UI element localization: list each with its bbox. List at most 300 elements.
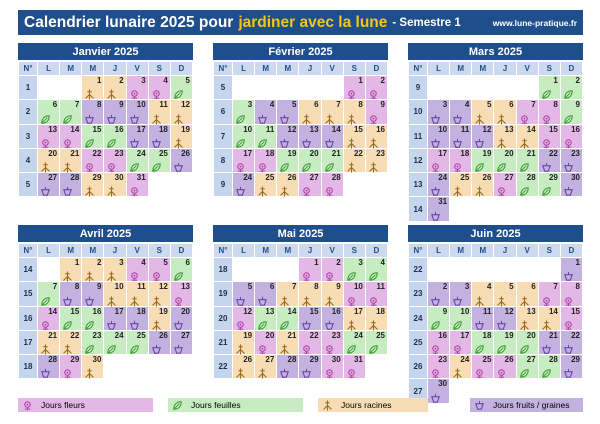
- day-cell-racines[interactable]: [494, 124, 516, 148]
- day-cell-racines[interactable]: [472, 173, 494, 197]
- day-cell-racines[interactable]: [343, 148, 365, 172]
- day-cell-feuilles[interactable]: [126, 148, 148, 172]
- week-number: 20: [214, 306, 233, 330]
- week-row: [409, 306, 583, 330]
- day-cell-fleurs[interactable]: [255, 330, 277, 354]
- fruit-icon: [62, 184, 73, 195]
- day-cell-racines[interactable]: [450, 173, 472, 197]
- day-number: 31: [353, 355, 363, 365]
- day-number: 28: [287, 355, 297, 365]
- weekday-header: M: [450, 244, 472, 258]
- flower-icon: [301, 184, 312, 195]
- day-cell-fruits[interactable]: [428, 124, 450, 148]
- day-cell-racines[interactable]: [365, 148, 387, 172]
- day-cell-fleurs[interactable]: [343, 355, 365, 379]
- day-number: 27: [48, 173, 58, 183]
- day-cell-feuilles[interactable]: [494, 148, 516, 172]
- month-avril: [18, 225, 193, 379]
- day-cell-fruits[interactable]: [472, 124, 494, 148]
- day-cell-feuilles[interactable]: [277, 306, 299, 330]
- day-number: 31: [136, 173, 146, 183]
- day-cell-fleurs[interactable]: [148, 258, 170, 282]
- day-cell-racines[interactable]: [255, 355, 277, 379]
- root-icon: [452, 184, 463, 195]
- day-cell-racines[interactable]: [472, 100, 494, 124]
- day-cell-fleurs[interactable]: [343, 282, 365, 306]
- day-cell-fleurs[interactable]: [365, 76, 387, 100]
- day-cell-feuilles[interactable]: [343, 330, 365, 354]
- day-number: 14: [287, 306, 297, 316]
- day-cell-racines[interactable]: [343, 100, 365, 124]
- day-cell-fruits[interactable]: [560, 258, 582, 282]
- day-cell-fleurs[interactable]: [538, 124, 560, 148]
- day-cell-feuilles[interactable]: [170, 258, 192, 282]
- flower-icon: [62, 136, 73, 147]
- empty-day-cell: [428, 76, 450, 100]
- root-icon: [106, 87, 117, 98]
- day-cell-fleurs[interactable]: [450, 330, 472, 354]
- day-cell-fleurs[interactable]: [233, 148, 255, 172]
- day-cell-fruits[interactable]: [148, 124, 170, 148]
- day-number: 20: [309, 148, 319, 158]
- day-cell-fleurs[interactable]: [126, 76, 148, 100]
- day-cell-fleurs[interactable]: [299, 330, 321, 354]
- month-grid: [213, 243, 388, 379]
- weekday-header: M: [60, 244, 82, 258]
- day-cell-fleurs[interactable]: [428, 148, 450, 172]
- day-cell-fleurs[interactable]: [233, 306, 255, 330]
- day-cell-racines[interactable]: [494, 100, 516, 124]
- day-number: 11: [460, 124, 470, 134]
- day-number: 13: [181, 282, 190, 292]
- day-cell-feuilles[interactable]: [538, 173, 560, 197]
- flower-icon: [151, 269, 162, 280]
- day-cell-racines[interactable]: [60, 148, 82, 172]
- day-cell-fruits[interactable]: [538, 148, 560, 172]
- day-cell-fruits[interactable]: [299, 124, 321, 148]
- day-cell-racines[interactable]: [277, 330, 299, 354]
- day-number: 29: [548, 173, 558, 183]
- day-number: 18: [482, 330, 492, 340]
- day-cell-racines[interactable]: [343, 306, 365, 330]
- day-cell-fleurs[interactable]: [255, 148, 277, 172]
- day-number: 26: [287, 173, 297, 183]
- legend: [18, 398, 583, 412]
- root-icon: [84, 87, 95, 98]
- day-cell-feuilles[interactable]: [472, 148, 494, 172]
- day-number: 16: [92, 306, 102, 316]
- empty-day-cell: [472, 197, 494, 221]
- leaf-icon: [474, 342, 485, 353]
- day-cell-racines[interactable]: [104, 76, 126, 100]
- leaf-icon: [129, 342, 140, 353]
- day-number: 9: [119, 100, 124, 110]
- root-icon: [322, 400, 337, 411]
- day-cell-fleurs[interactable]: [148, 76, 170, 100]
- day-number: 9: [575, 100, 580, 110]
- day-number: 2: [336, 258, 341, 267]
- leaf-icon: [519, 366, 530, 377]
- day-cell-feuilles[interactable]: [494, 330, 516, 354]
- day-cell-fleurs[interactable]: [82, 148, 104, 172]
- day-number: 11: [376, 282, 385, 292]
- day-cell-fruits[interactable]: [428, 173, 450, 197]
- day-cell-fruits[interactable]: [126, 306, 148, 330]
- day-number: 31: [438, 197, 448, 207]
- week-row: [19, 100, 193, 124]
- month-grid: [408, 243, 583, 404]
- day-cell-racines[interactable]: [82, 355, 104, 379]
- day-cell-racines[interactable]: [104, 258, 126, 282]
- day-cell-fruits[interactable]: [126, 124, 148, 148]
- day-cell-racines[interactable]: [82, 258, 104, 282]
- root-icon: [106, 294, 117, 305]
- day-cell-feuilles[interactable]: [104, 124, 126, 148]
- day-cell-fleurs[interactable]: [170, 282, 192, 306]
- day-cell-feuilles[interactable]: [516, 355, 538, 379]
- day-cell-feuilles[interactable]: [126, 330, 148, 354]
- day-cell-fruits[interactable]: [277, 100, 299, 124]
- week-row: [214, 355, 388, 379]
- flower-icon: [257, 342, 268, 353]
- empty-day-cell: [472, 76, 494, 100]
- day-cell-feuilles[interactable]: [560, 76, 582, 100]
- month-title: Mai 2025: [213, 225, 388, 243]
- day-number: 5: [291, 100, 297, 110]
- empty-day-cell: [516, 76, 538, 100]
- week-row: [214, 306, 388, 330]
- day-cell-racines[interactable]: [321, 100, 343, 124]
- day-cell-racines[interactable]: [170, 100, 192, 124]
- day-cell-racines[interactable]: [38, 330, 60, 354]
- day-cell-fruits[interactable]: [428, 282, 450, 306]
- day-cell-fruits[interactable]: [560, 148, 582, 172]
- day-cell-fruits[interactable]: [38, 173, 60, 197]
- day-cell-racines[interactable]: [516, 282, 538, 306]
- day-cell-fleurs[interactable]: [38, 306, 60, 330]
- fruit-icon: [430, 112, 441, 123]
- day-cell-racines[interactable]: [82, 76, 104, 100]
- day-cell-fleurs[interactable]: [60, 355, 82, 379]
- day-cell-fruits[interactable]: [450, 282, 472, 306]
- day-cell-fruits[interactable]: [494, 306, 516, 330]
- day-cell-fruits[interactable]: [82, 282, 104, 306]
- day-cell-fleurs[interactable]: [538, 282, 560, 306]
- day-cell-racines[interactable]: [233, 355, 255, 379]
- day-cell-fruits[interactable]: [126, 100, 148, 124]
- day-cell-feuilles[interactable]: [233, 124, 255, 148]
- day-cell-fruits[interactable]: [60, 282, 82, 306]
- empty-day-cell: [60, 76, 82, 100]
- fruit-icon: [474, 136, 485, 147]
- legend-racines: [318, 398, 428, 412]
- day-cell-racines[interactable]: [538, 306, 560, 330]
- day-cell-fleurs[interactable]: [126, 173, 148, 197]
- day-cell-fleurs[interactable]: [428, 330, 450, 354]
- day-cell-fleurs[interactable]: [104, 148, 126, 172]
- empty-day-cell: [472, 258, 494, 282]
- month-janvier: [18, 43, 193, 197]
- day-number: 19: [287, 148, 297, 158]
- day-cell-feuilles[interactable]: [538, 76, 560, 100]
- day-cell-feuilles[interactable]: [299, 148, 321, 172]
- day-cell-fruits[interactable]: [38, 355, 60, 379]
- day-cell-fleurs[interactable]: [365, 282, 387, 306]
- day-cell-feuilles[interactable]: [170, 76, 192, 100]
- site-url[interactable]: www.lune-pratique.fr: [492, 17, 577, 28]
- empty-day-cell: [538, 258, 560, 282]
- day-cell-fleurs[interactable]: [321, 173, 343, 197]
- flower-icon: [129, 87, 140, 98]
- day-cell-fruits[interactable]: [104, 306, 126, 330]
- day-cell-racines[interactable]: [82, 173, 104, 197]
- day-cell-racines[interactable]: [148, 282, 170, 306]
- day-number: 14: [548, 306, 558, 316]
- day-cell-racines[interactable]: [516, 306, 538, 330]
- day-cell-feuilles[interactable]: [560, 100, 582, 124]
- day-cell-feuilles[interactable]: [60, 306, 82, 330]
- day-cell-racines[interactable]: [104, 173, 126, 197]
- root-icon: [301, 294, 312, 305]
- day-number: 22: [70, 330, 80, 340]
- day-cell-fleurs[interactable]: [560, 124, 582, 148]
- week-number: 18: [214, 258, 233, 282]
- day-cell-fleurs[interactable]: [321, 258, 343, 282]
- day-number: 21: [287, 330, 297, 340]
- month-title: Février 2025: [213, 43, 388, 61]
- day-cell-fruits[interactable]: [450, 100, 472, 124]
- weekday-header: M: [82, 62, 104, 76]
- flower-icon: [452, 160, 463, 171]
- fruit-icon: [563, 184, 574, 195]
- day-cell-racines[interactable]: [343, 124, 365, 148]
- day-cell-racines[interactable]: [126, 282, 148, 306]
- day-cell-racines[interactable]: [277, 282, 299, 306]
- empty-day-cell: [560, 197, 582, 221]
- day-cell-fleurs[interactable]: [494, 355, 516, 379]
- day-cell-fruits[interactable]: [170, 148, 192, 172]
- day-cell-feuilles[interactable]: [538, 355, 560, 379]
- day-cell-fleurs[interactable]: [365, 100, 387, 124]
- week-number: 17: [19, 330, 38, 354]
- title-bar: [18, 10, 583, 35]
- day-cell-fruits[interactable]: [560, 330, 582, 354]
- day-number: 23: [331, 330, 341, 340]
- fruit-icon: [279, 366, 290, 377]
- day-cell-fleurs[interactable]: [38, 124, 60, 148]
- day-cell-racines[interactable]: [450, 355, 472, 379]
- day-cell-feuilles[interactable]: [255, 306, 277, 330]
- day-number: 1: [314, 258, 319, 267]
- day-cell-racines[interactable]: [299, 100, 321, 124]
- weekday-header-row: [214, 62, 388, 76]
- flower-icon: [22, 400, 37, 411]
- day-number: 8: [575, 282, 580, 292]
- day-cell-fruits[interactable]: [82, 100, 104, 124]
- day-cell-fruits[interactable]: [428, 100, 450, 124]
- empty-day-cell: [428, 258, 450, 282]
- day-number: 22: [309, 330, 319, 340]
- fruit-icon: [541, 342, 552, 353]
- day-cell-feuilles[interactable]: [365, 330, 387, 354]
- day-cell-fleurs[interactable]: [60, 124, 82, 148]
- flower-icon: [301, 342, 312, 353]
- flower-icon: [563, 294, 574, 305]
- empty-day-cell: [494, 258, 516, 282]
- root-icon: [346, 112, 357, 123]
- day-cell-fleurs[interactable]: [516, 100, 538, 124]
- day-cell-fruits[interactable]: [428, 197, 450, 221]
- day-cell-racines[interactable]: [60, 330, 82, 354]
- day-cell-feuilles[interactable]: [255, 124, 277, 148]
- day-cell-fruits[interactable]: [170, 330, 192, 354]
- day-cell-fleurs[interactable]: [560, 282, 582, 306]
- weekday-header: M: [255, 244, 277, 258]
- day-cell-feuilles[interactable]: [233, 100, 255, 124]
- day-cell-racines[interactable]: [516, 124, 538, 148]
- day-number: 26: [243, 355, 253, 365]
- day-cell-fleurs[interactable]: [428, 355, 450, 379]
- day-number: 19: [482, 148, 492, 158]
- root-icon: [324, 112, 335, 123]
- day-cell-fruits[interactable]: [233, 173, 255, 197]
- day-cell-fleurs[interactable]: [560, 306, 582, 330]
- day-cell-racines[interactable]: [365, 124, 387, 148]
- day-cell-racines[interactable]: [38, 148, 60, 172]
- day-cell-feuilles[interactable]: [38, 282, 60, 306]
- day-cell-feuilles[interactable]: [82, 124, 104, 148]
- weekday-header: J: [104, 62, 126, 76]
- flower-icon: [324, 342, 335, 353]
- day-number: 1: [74, 258, 80, 267]
- day-cell-fleurs[interactable]: [299, 258, 321, 282]
- day-cell-fruits[interactable]: [560, 173, 582, 197]
- day-cell-fruits[interactable]: [321, 124, 343, 148]
- title-subtitle: - Semestre 1: [392, 16, 461, 29]
- day-cell-fleurs[interactable]: [472, 355, 494, 379]
- day-cell-fruits[interactable]: [170, 306, 192, 330]
- day-cell-fruits[interactable]: [60, 173, 82, 197]
- week-number: 16: [19, 306, 38, 330]
- day-cell-fleurs[interactable]: [450, 148, 472, 172]
- flower-icon: [496, 366, 507, 377]
- day-cell-fleurs[interactable]: [126, 258, 148, 282]
- flower-icon: [324, 269, 335, 280]
- week-number-header: N°: [409, 62, 428, 76]
- day-cell-feuilles[interactable]: [321, 148, 343, 172]
- day-cell-feuilles[interactable]: [60, 100, 82, 124]
- weekday-header: J: [299, 62, 321, 76]
- day-cell-feuilles[interactable]: [472, 330, 494, 354]
- flower-icon: [235, 318, 246, 329]
- weekday-header: D: [170, 62, 192, 76]
- root-icon: [151, 112, 162, 123]
- day-cell-fruits[interactable]: [255, 100, 277, 124]
- day-number: 14: [70, 124, 80, 134]
- day-cell-racines[interactable]: [277, 173, 299, 197]
- month-juin: [408, 225, 583, 404]
- day-cell-racines[interactable]: [233, 330, 255, 354]
- day-cell-racines[interactable]: [321, 282, 343, 306]
- day-number: 18: [158, 124, 168, 134]
- flower-icon: [129, 269, 140, 280]
- root-icon: [452, 366, 463, 377]
- day-cell-fleurs[interactable]: [321, 355, 343, 379]
- day-cell-fruits[interactable]: [299, 306, 321, 330]
- day-cell-fruits[interactable]: [450, 124, 472, 148]
- day-cell-fleurs[interactable]: [538, 100, 560, 124]
- week-number: 9: [214, 173, 233, 197]
- day-cell-racines[interactable]: [494, 282, 516, 306]
- day-cell-feuilles[interactable]: [82, 330, 104, 354]
- day-cell-fleurs[interactable]: [494, 173, 516, 197]
- day-cell-racines[interactable]: [104, 282, 126, 306]
- day-cell-feuilles[interactable]: [104, 330, 126, 354]
- day-cell-racines[interactable]: [365, 306, 387, 330]
- day-cell-fleurs[interactable]: [343, 76, 365, 100]
- weekday-header: D: [365, 62, 387, 76]
- day-number: 3: [442, 100, 448, 110]
- weekday-header-row: [409, 62, 583, 76]
- day-cell-fruits[interactable]: [277, 124, 299, 148]
- weekday-header-row: [214, 244, 388, 258]
- day-cell-racines[interactable]: [472, 282, 494, 306]
- day-cell-feuilles[interactable]: [38, 100, 60, 124]
- day-cell-feuilles[interactable]: [428, 306, 450, 330]
- day-cell-fruits[interactable]: [104, 100, 126, 124]
- day-cell-fruits[interactable]: [233, 282, 255, 306]
- day-cell-fleurs[interactable]: [321, 330, 343, 354]
- empty-day-cell: [233, 76, 255, 100]
- day-cell-racines[interactable]: [299, 282, 321, 306]
- day-cell-feuilles[interactable]: [148, 148, 170, 172]
- day-cell-fruits[interactable]: [472, 306, 494, 330]
- day-cell-fruits[interactable]: [538, 330, 560, 354]
- day-cell-feuilles[interactable]: [277, 148, 299, 172]
- day-cell-racines[interactable]: [170, 124, 192, 148]
- day-cell-feuilles[interactable]: [343, 258, 365, 282]
- day-cell-fruits[interactable]: [255, 282, 277, 306]
- day-number: 27: [526, 355, 536, 365]
- day-cell-fleurs[interactable]: [299, 173, 321, 197]
- day-number: 18: [460, 148, 470, 158]
- day-cell-fruits[interactable]: [299, 355, 321, 379]
- empty-day-cell: [343, 173, 365, 197]
- day-cell-feuilles[interactable]: [365, 258, 387, 282]
- day-cell-fruits[interactable]: [560, 355, 582, 379]
- day-cell-feuilles[interactable]: [516, 330, 538, 354]
- day-cell-racines[interactable]: [148, 306, 170, 330]
- day-cell-feuilles[interactable]: [516, 173, 538, 197]
- day-cell-feuilles[interactable]: [516, 148, 538, 172]
- day-cell-feuilles[interactable]: [82, 306, 104, 330]
- day-cell-racines[interactable]: [60, 258, 82, 282]
- day-cell-fruits[interactable]: [277, 355, 299, 379]
- day-cell-fruits[interactable]: [321, 306, 343, 330]
- leaf-icon: [519, 160, 530, 171]
- day-cell-fruits[interactable]: [148, 330, 170, 354]
- leaf-icon: [430, 318, 441, 329]
- day-cell-racines[interactable]: [148, 100, 170, 124]
- week-number: 8: [214, 148, 233, 172]
- flower-icon: [563, 318, 574, 329]
- empty-day-cell: [365, 355, 387, 379]
- day-number: 16: [571, 124, 580, 134]
- root-icon: [474, 184, 485, 195]
- week-row: [409, 100, 583, 124]
- day-cell-racines[interactable]: [255, 173, 277, 197]
- day-cell-feuilles[interactable]: [450, 306, 472, 330]
